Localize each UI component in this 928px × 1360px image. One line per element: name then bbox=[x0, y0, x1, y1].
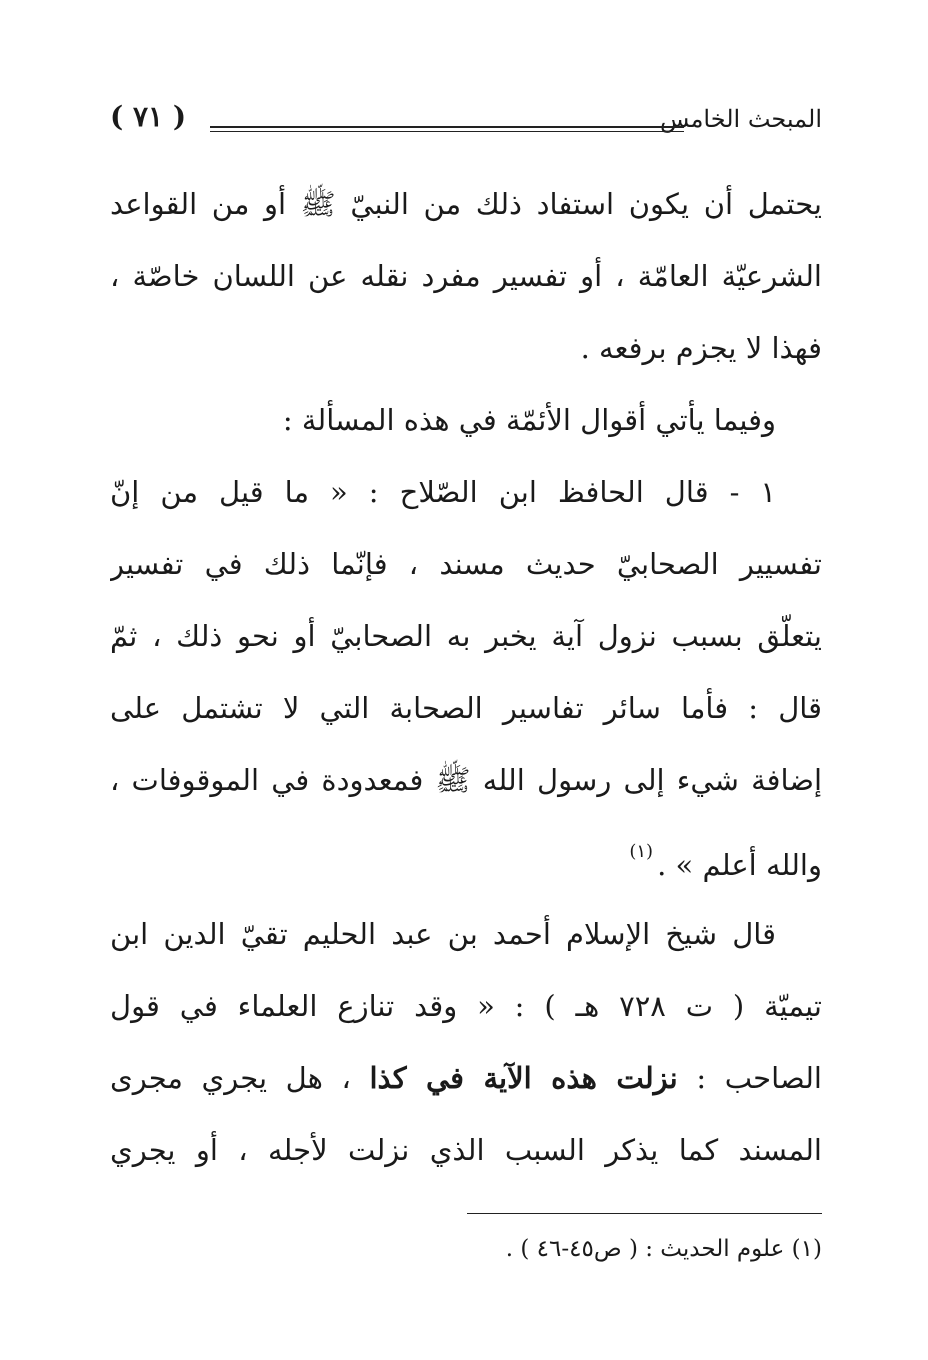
running-title: المبحث الخامس bbox=[659, 105, 822, 133]
header-rule bbox=[210, 126, 684, 128]
text-line-8: قال : فأما سائر تفاسير الصحابة التي لا تشتمل على bbox=[110, 691, 822, 725]
text-line-14: المسند كما يذكر السبب الذي نزلت لأجله ، أو يجري bbox=[110, 1133, 822, 1167]
text-line-7: يتعلّق بسبب نزول آية يخبر به الصحابيّ أو نحو ذلك ، ثمّ bbox=[110, 619, 822, 653]
footnote: (١) علوم الحديث : ( ص٤٥-٤٦ ) . bbox=[505, 1236, 822, 1262]
page-header bbox=[110, 96, 822, 146]
page-number: ( ٧١ ) bbox=[110, 100, 187, 133]
text-line-4: وفيما يأتي أقوال الأئمّة في هذه المسألة : bbox=[282, 403, 776, 437]
text-line-3: فهذا لا يجزم برفعه . bbox=[580, 331, 822, 365]
text-line-2: الشرعيّة العامّة ، أو تفسير مفرد نقله عن اللسان خاصّة ، bbox=[110, 259, 822, 293]
text-line-13-suffix: ، هل يجري مجرى bbox=[110, 1061, 370, 1095]
body-text bbox=[110, 168, 822, 1186]
footnote-reference: (١) bbox=[629, 841, 654, 862]
text-line-13 bbox=[110, 1042, 822, 1114]
text-line-10 bbox=[110, 816, 822, 888]
text-line-10-text: والله أعلم » . bbox=[657, 848, 822, 882]
text-line-6: تفسيير الصحابيّ حديث مسند ، فإنّما ذلك في تفسير bbox=[110, 547, 822, 581]
text-line-13-prefix: الصاحب : bbox=[677, 1061, 822, 1095]
text-line-11: قال شيخ الإسلام أحمد بن عبد الحليم تقيّ الدين ابن bbox=[110, 917, 776, 951]
quoted-phrase: نزلت هذه الآية في كذا bbox=[369, 1061, 678, 1095]
footnote-rule bbox=[467, 1213, 822, 1214]
text-line-5: ١ - قال الحافظ ابن الصّلاح : « ما قيل من إنّ bbox=[110, 475, 776, 509]
text-line-12: تيميّة ( ت ٧٢٨ هـ ) : « وقد تنازع العلماء في قول bbox=[110, 989, 822, 1023]
text-line-9: إضافة شيء إلى رسول الله ﷺ فمعدودة في الموقوفات ، bbox=[110, 763, 822, 797]
text-line-1: يحتمل أن يكون استفاد ذلك من النبيّ ﷺ أو من القواعد bbox=[110, 187, 822, 221]
